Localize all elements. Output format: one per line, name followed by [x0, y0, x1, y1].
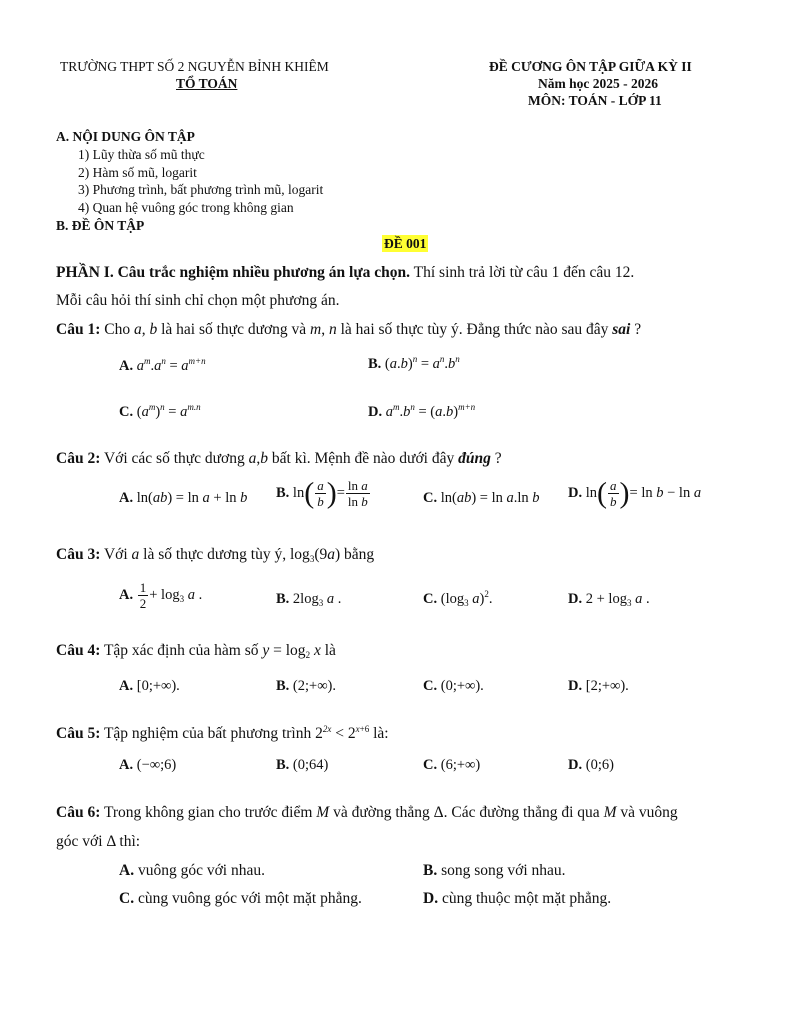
option-label: D. [568, 484, 583, 501]
q1-text: là hai số thực dương và [157, 321, 311, 338]
option-label: A. [119, 490, 134, 506]
option-label: D. [368, 404, 383, 420]
q4-c-formula: (0;+∞). [440, 678, 484, 694]
q1-math-mn: m [310, 321, 322, 338]
q2-math-b: b [260, 450, 269, 467]
q5-option-a[interactable] [119, 757, 176, 774]
q1-text: Cho [100, 321, 134, 338]
option-label: D. [568, 678, 583, 694]
q2-text: ? [490, 450, 502, 467]
q3-option-d[interactable] [568, 591, 650, 608]
option-label: D. [423, 890, 439, 907]
option-label: C. [423, 591, 438, 607]
option-label: D. [568, 591, 583, 607]
part1-desc2: Mỗi câu hỏi thí sinh chỉ chọn một phương án. [56, 292, 340, 309]
option-label: B. [276, 591, 290, 607]
q2-text: Với các số thực dương [100, 450, 249, 467]
q1-math-b: b [149, 321, 158, 338]
q1-label: Câu 1: [56, 321, 101, 338]
q1-text: ? [630, 321, 642, 338]
q6-b-text: song song với nhau. [441, 862, 566, 879]
subject-text: MÔN: TOÁN - LỚP 11 [528, 93, 662, 108]
q2-label: Câu 2: [56, 450, 101, 467]
q4-option-d[interactable] [568, 678, 629, 695]
q3-d-formula: $2 + \log_3 a$ . [585, 591, 650, 608]
q5-d-formula: (0;6) [585, 757, 614, 773]
q6-text: và đường thẳng [329, 804, 434, 821]
q6-option-c[interactable] [119, 889, 362, 909]
q3-b-formula: $2\log_3$ a . [292, 591, 342, 608]
q4-d-formula: [2;+∞). [585, 678, 629, 694]
q6-math-delta2: Δ [106, 833, 116, 850]
option-label: A. [119, 757, 134, 773]
document-title: ĐỀ CƯƠNG ÔN TẬP GIỮA KỲ II [489, 59, 692, 74]
q1-math-ab: a [133, 321, 142, 338]
q6-option-d[interactable] [423, 889, 611, 909]
q6-text: thì: [115, 833, 141, 850]
q1-math-n: n [329, 321, 337, 338]
q5-option-c[interactable] [423, 757, 480, 774]
q2-b-formula: ln( $\frac{a}{b}$ )= $\frac{\text{ln a}}{\text{ln b}}$ [292, 476, 368, 510]
q1-option-b[interactable] [368, 356, 460, 373]
q6-text: . Các đường thẳng đi qua [443, 804, 604, 821]
option-label: D. [568, 757, 583, 773]
q6-label: Câu 6: [56, 804, 101, 821]
q6-a-text: vuông góc với nhau. [137, 862, 265, 879]
q4-text: Tập xác định của hàm số [100, 642, 263, 659]
q6-math-m: M [316, 804, 330, 821]
department-name: TỔ TOÁN [176, 76, 238, 91]
q1-c-formula: $(a^m)^n = a^{m.n}$ [136, 402, 201, 420]
part1-title: PHẦN I. Câu trắc nghiệm nhiều phương án lựa chọn. [56, 264, 411, 281]
q5-text: Tập nghiệm của bất phương trình [100, 725, 316, 742]
q2-text: bất kì. Mệnh đề nào dưới đây [268, 450, 459, 467]
q3-text: Với [100, 546, 132, 563]
section-a-item: 1) Lũy thừa số mũ thực [78, 147, 205, 162]
q1-option-c[interactable] [119, 404, 201, 421]
q4-math: $y = \log_2 x$ [262, 642, 321, 660]
q2-c-formula: ln(ab) = ln a.ln b [440, 490, 540, 506]
question-2: Câu 2: Với các số thực dương a,b bất kì. Mệnh đề nào dưới đây đúng ? [56, 450, 502, 467]
q4-b-formula: (2;+∞). [292, 678, 336, 694]
section-a-title: A. NỘI DUNG ÔN TẬP [56, 129, 195, 144]
q4-option-a[interactable] [119, 678, 180, 695]
school-year: Năm học 2025 - 2026 [538, 76, 658, 91]
section-a-item: 2) Hàm số mũ, logarit [78, 165, 197, 180]
q5-label: Câu 5: [56, 725, 101, 742]
q5-math: $2^{2x} < 2^{x+6}$ [315, 724, 370, 742]
q6-math-delta: Δ [433, 804, 444, 821]
q3-text: bằng [340, 546, 375, 563]
q5-text: là: [369, 725, 389, 742]
q5-option-b[interactable] [276, 757, 328, 774]
option-label: A. [119, 862, 135, 879]
q2-option-c[interactable] [423, 490, 540, 507]
q6-text: Trong không gian cho trước điểm [100, 804, 317, 821]
q2-option-b[interactable] [276, 478, 371, 509]
q2-a-formula: ln(ab) = ln a + ln b [136, 490, 248, 506]
q2-emphasis: đúng [458, 450, 491, 467]
q1-d-formula: $a^m.b^n = (a.b)^{m+n}$ [385, 402, 476, 420]
q5-a-formula: (−∞;6) [136, 757, 177, 773]
part1-intro [56, 263, 634, 283]
q6-c-text: cùng vuông góc với một mặt phẳng. [137, 890, 362, 907]
question-3 [56, 545, 374, 565]
q1-option-a[interactable] [119, 358, 206, 375]
q1-emphasis: sai [612, 321, 631, 338]
q6-d-text: cùng thuộc một mặt phẳng. [441, 890, 612, 907]
section-a-item: 4) Quan hệ vuông góc trong không gian [78, 200, 294, 215]
section-b-title: B. ĐỀ ÔN TẬP [56, 218, 145, 233]
q2-d-formula: ln( $\frac{a}{b}$ )= ln b − ln a [585, 476, 702, 510]
q3-c-formula: ($\log_3$ a)$^2$. [440, 589, 493, 608]
q3-label: Câu 3: [56, 546, 101, 563]
q3-a-formula: $\frac{1}{2}$ + $\log_3 a$ . [139, 580, 203, 611]
q5-b-formula: (0;64) [292, 757, 329, 773]
q6-option-a[interactable] [119, 861, 265, 881]
q3-text: là số thực dương tùy ý, [139, 546, 290, 563]
question-5 [56, 724, 389, 744]
q3-math-log: $\log_3(9a)$ [290, 546, 341, 564]
q6-math-m2: M [603, 804, 617, 821]
option-label: C. [423, 490, 438, 506]
q4-label: Câu 4: [56, 642, 101, 659]
option-label: B. [423, 862, 438, 879]
q2-math-ab: a [248, 450, 257, 467]
part1-desc: Thí sinh trả lời từ câu 1 đến câu 12. [410, 264, 635, 281]
q3-option-c[interactable] [423, 591, 492, 608]
question-6-cont [56, 832, 140, 852]
q3-option-a[interactable] [119, 580, 202, 611]
q4-a-formula: [0;+∞). [136, 678, 180, 694]
q4-option-b[interactable] [276, 678, 336, 695]
option-label: A. [119, 586, 134, 603]
question-6 [56, 803, 678, 823]
exam-code [382, 235, 428, 252]
q2-option-d[interactable] [568, 478, 701, 509]
q1-b-formula: $(a.b)^n = a^n.b^n$ [384, 354, 460, 372]
q1-text: là hai số thực tùy ý. Đẳng thức nào sau đây [336, 321, 613, 338]
option-label: B. [276, 678, 290, 694]
q6-text: góc với [56, 833, 107, 850]
subject-line [528, 92, 662, 109]
option-label: A. [119, 358, 134, 374]
q6-option-b[interactable] [423, 861, 566, 881]
q4-option-c[interactable] [423, 678, 484, 695]
q4-text: là [320, 642, 336, 659]
option-label: C. [119, 890, 135, 907]
q1-a-formula: $a^m.a^n = a^{m+n}$ [136, 356, 206, 374]
option-label: C. [423, 757, 438, 773]
option-label: A. [119, 678, 134, 694]
q3-option-b[interactable] [276, 591, 341, 608]
school-name: TRƯỜNG THPT SỐ 2 NGUYỄN BỈNH KHIÊM [60, 59, 329, 74]
q1-option-d[interactable] [368, 404, 475, 421]
section-a-item: 3) Phương trình, bất phương trình mũ, logarit [78, 182, 324, 197]
q6-text: và vuông [616, 804, 678, 821]
question-4 [56, 641, 336, 661]
option-label: B. [368, 356, 382, 372]
exam-code-text: ĐỀ 001 [384, 236, 427, 251]
option-label: C. [423, 678, 438, 694]
question-1: Câu 1: Cho a, b là hai số thực dương và m, n là hai số thực tùy ý. Đẳng thức nào sau đây sai ? [56, 321, 642, 338]
option-label: B. [276, 484, 290, 501]
q3-math-a: a [131, 546, 140, 563]
q2-option-a[interactable] [119, 490, 247, 507]
q5-c-formula: (6;+∞) [440, 757, 481, 773]
option-label: C. [119, 404, 134, 420]
q5-option-d[interactable] [568, 757, 614, 774]
option-label: B. [276, 757, 290, 773]
